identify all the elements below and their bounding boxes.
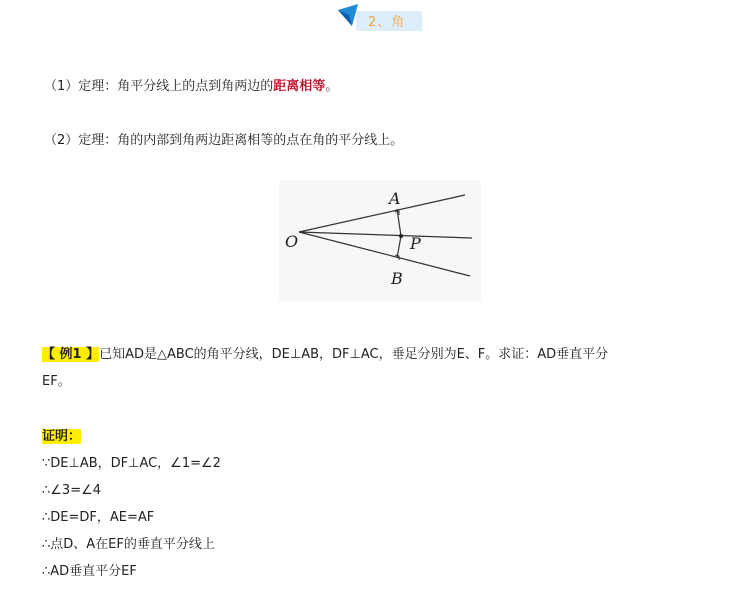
theorem-1-label: （1）定理： (44, 79, 118, 94)
proof-step-2: ∴∠3=∠4 (42, 483, 102, 498)
example-line-2: EF。 (42, 374, 71, 389)
example-tag: 【 例1 】 (42, 347, 100, 362)
point-p (399, 234, 403, 238)
section-title: 2、角 (368, 15, 406, 30)
proof-title: 证明： (42, 429, 82, 444)
theorem-2 (44, 132, 403, 150)
angle-bisector-figure (279, 180, 481, 302)
theorem-1-text: 角平分线上的点到角两边的 (117, 79, 274, 94)
label-a: A (389, 189, 401, 208)
theorem-2-text: 角的内部到角两边距离相等的点在角的平分线上。 (117, 133, 404, 148)
proof-step-4: ∴点D、A在EF的垂直平分线上 (42, 537, 215, 552)
proof-step-3: ∴DE=DF，AE=AF (42, 510, 155, 525)
example-line-1 (42, 346, 608, 364)
proof-step-1: ∵DE⊥AB，DF⊥AC，∠1=∠2 (42, 456, 221, 471)
theorem-1-emphasis: 距离相等 (273, 79, 326, 94)
theorem-1-end: 。 (325, 79, 339, 94)
proof-step-5: ∴AD垂直平分EF (42, 564, 137, 579)
label-p: P (410, 234, 421, 253)
example-text-1: 已知AD是△ABC的角平分线，DE⊥AB，DF⊥AC，垂足分别为E、F。求证：AD垂直平分 (99, 347, 609, 362)
label-b: B (391, 269, 403, 288)
label-o: O (285, 232, 299, 251)
proof-title-line (42, 428, 81, 446)
theorem-1 (44, 78, 338, 96)
theorem-2-label: （2）定理： (44, 133, 118, 148)
